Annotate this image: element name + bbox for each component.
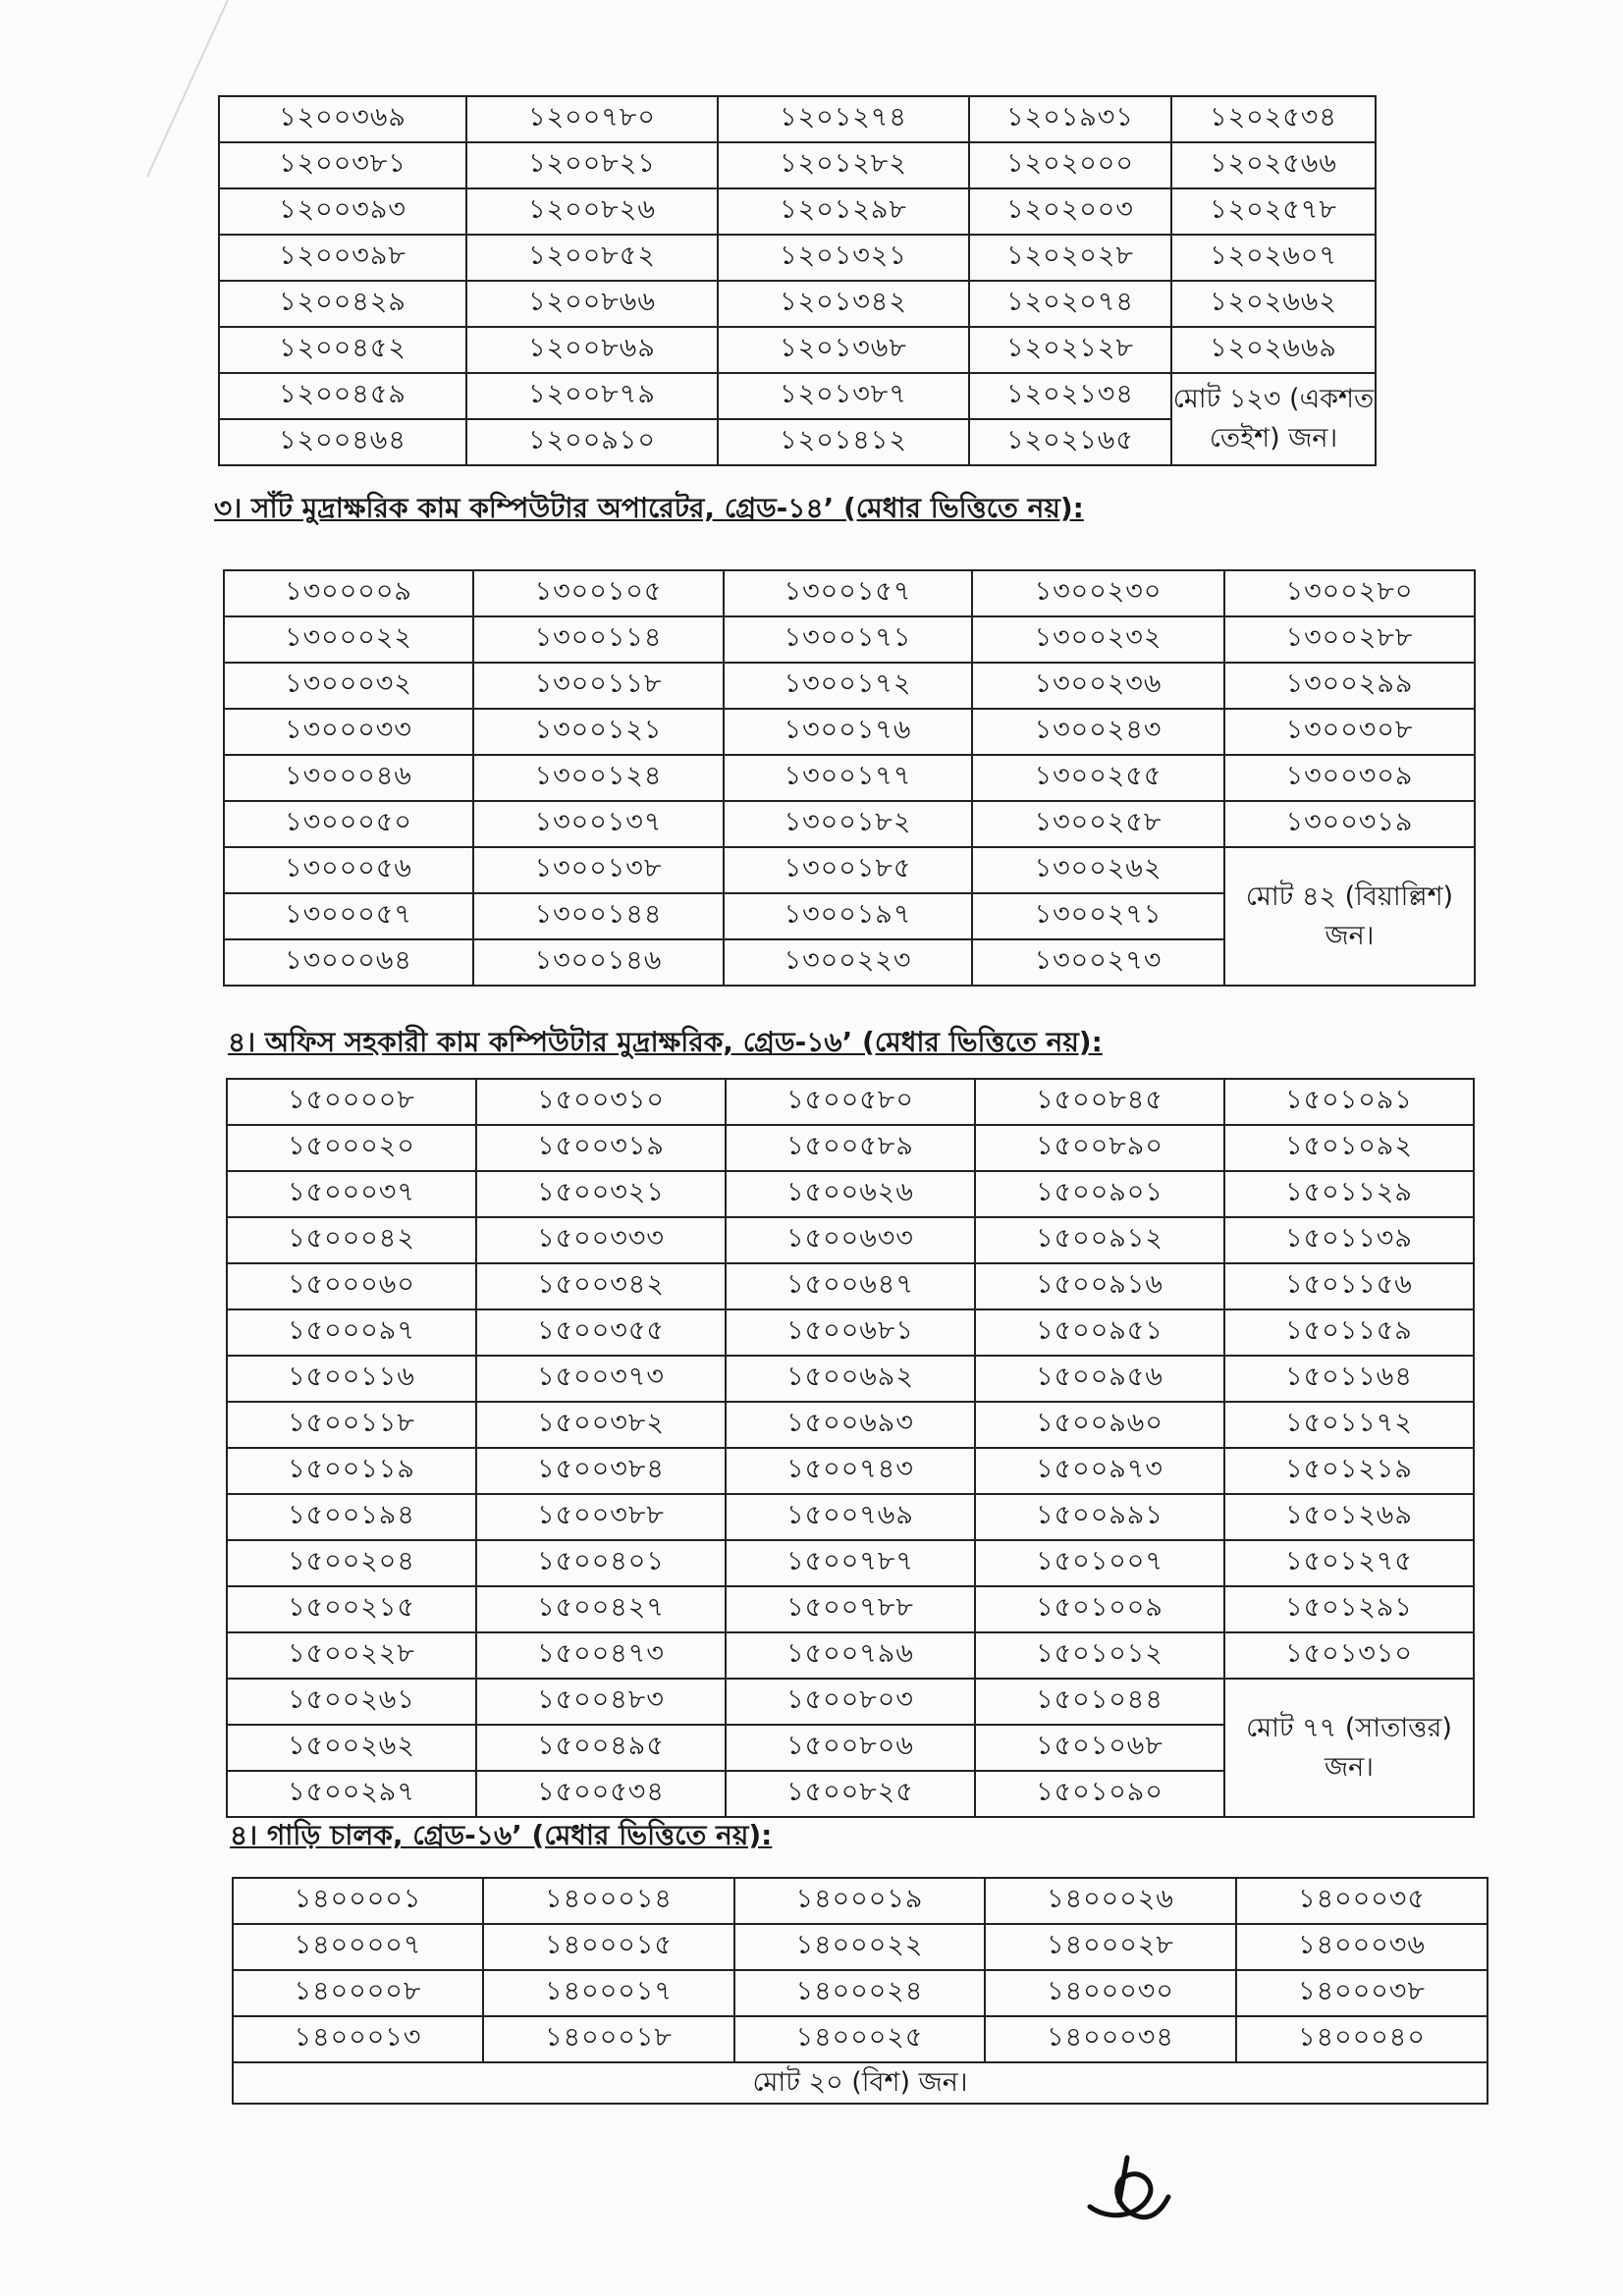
total-count-cell: মোট ৪২ (বিয়াল্লিশ) জন। xyxy=(1224,847,1475,986)
roll-number-cell: ১৫০০৬২৬ xyxy=(726,1171,975,1217)
roll-number-cell: ১২০১৩৪২ xyxy=(718,281,969,327)
roll-number-cell: ১৪০০০৩৫ xyxy=(1236,1878,1488,1924)
roll-number-cell: ১২০১৩৮৭ xyxy=(718,373,969,419)
table-row xyxy=(224,709,1475,755)
roll-number-cell: ১৫০০৭৬৯ xyxy=(726,1494,975,1540)
table-row xyxy=(233,1970,1488,2016)
roll-number-cell: ১৫০০২৯৭ xyxy=(227,1771,476,1817)
roll-number-cell: ১৩০০২৫৮ xyxy=(972,801,1224,847)
roll-number-cell: ১৩০০২৭৩ xyxy=(972,939,1224,986)
table-row xyxy=(227,1079,1474,1125)
roll-number-cell: ১২০০৪৬৪ xyxy=(219,419,466,465)
roll-number-cell: ১৫০০১১৬ xyxy=(227,1356,476,1402)
table-row xyxy=(219,188,1376,235)
roll-number-cell: ১২০০৮২৬ xyxy=(466,188,718,235)
roll-number-cell: ১৫০১১২৯ xyxy=(1224,1171,1474,1217)
roll-number-cell: ১৪০০০২২ xyxy=(734,1924,985,1970)
roll-number-cell: ১৫০১০৬৮ xyxy=(975,1725,1224,1771)
roll-number-cell: ১২০০৩৮১ xyxy=(219,142,466,188)
roll-number-cell: ১২০১২৮২ xyxy=(718,142,969,188)
roll-number-cell: ১৪০০০১৯ xyxy=(734,1878,985,1924)
roll-number-cell: ১৩০০২৩২ xyxy=(972,616,1224,663)
roll-number-cell: ১৫০১১৫৬ xyxy=(1224,1263,1474,1309)
roll-number-cell: ১২০০৭৮০ xyxy=(466,96,718,142)
roll-number-cell: ১৫০১১৩৯ xyxy=(1224,1217,1474,1263)
roll-number-cell: ১৫০০৮০৬ xyxy=(726,1725,975,1771)
roll-number-cell: ১৩০০১১৪ xyxy=(473,616,724,663)
roll-number-cell: ১৫০১০৯০ xyxy=(975,1771,1224,1817)
roll-number-cell: ১৩০০১০৫ xyxy=(473,570,724,616)
roll-number-cell: ১৫০১০৯২ xyxy=(1224,1125,1474,1171)
roll-number-cell: ১৪০০০১৪ xyxy=(483,1878,734,1924)
table-row xyxy=(227,1586,1474,1632)
roll-number-cell: ১৫০০৯১২ xyxy=(975,1217,1224,1263)
roll-number-cell: ১৫০০৩৭৩ xyxy=(476,1356,726,1402)
roll-number-cell: ১৫০০০৪২ xyxy=(227,1217,476,1263)
roll-number-cell: ১৩০০২৮৮ xyxy=(1224,616,1475,663)
roll-number-cell: ১৩০০২৩০ xyxy=(972,570,1224,616)
roll-number-cell: ১৫০১১৬৪ xyxy=(1224,1356,1474,1402)
section4b-heading: ৪। গাড়ি চালক, গ্রেড-১৬’ (মেধার ভিত্তিতে নয়): xyxy=(230,1819,773,1851)
table-row xyxy=(227,1263,1474,1309)
signature xyxy=(1070,2148,1178,2236)
table-row xyxy=(219,327,1376,373)
table-row xyxy=(219,96,1376,142)
roll-number-cell: ১৩০০১৩৮ xyxy=(473,847,724,893)
roll-number-cell: ১৫০০৬৮১ xyxy=(726,1309,975,1356)
roll-number-cell: ১৩০০২৭১ xyxy=(972,893,1224,939)
roll-number-cell: ১৪০০০১৭ xyxy=(483,1970,734,2016)
roll-number-cell: ১৫০০১১৮ xyxy=(227,1402,476,1448)
roll-number-cell: ১৫০১০৯১ xyxy=(1224,1079,1474,1125)
roll-number-cell: ১৫০০৩৮৮ xyxy=(476,1494,726,1540)
roll-number-cell: ১৫০১২৯১ xyxy=(1224,1586,1474,1632)
roll-number-cell: ১৫০০৬৯২ xyxy=(726,1356,975,1402)
total-count-cell: মোট ১২৩ (একশত তেইশ) জন। xyxy=(1171,373,1376,465)
roll-number-cell: ১৫০০৪৮৩ xyxy=(476,1679,726,1725)
roll-number-cell: ১৫০০৩৮২ xyxy=(476,1402,726,1448)
roll-number-cell: ১৫০০৫৮৯ xyxy=(726,1125,975,1171)
roll-number-cell: ১৩০০২৪৩ xyxy=(972,709,1224,755)
roll-number-cell: ১৫০০৬৪৭ xyxy=(726,1263,975,1309)
roll-number-cell: ১৫০০৭৪৩ xyxy=(726,1448,975,1494)
roll-number-cell: ১৫০০৭৮৭ xyxy=(726,1540,975,1586)
roll-number-cell: ১৪০০০২৪ xyxy=(734,1970,985,2016)
roll-number-cell: ১৩০০২৫৫ xyxy=(972,755,1224,801)
total-count-cell: মোট ৭৭ (সাতাত্তর) জন। xyxy=(1224,1679,1474,1817)
roll-number-cell: ১২০২৬৬২ xyxy=(1171,281,1376,327)
table-row xyxy=(219,142,1376,188)
roll-number-cell: ১৫০০০৬০ xyxy=(227,1263,476,1309)
roll-number-cell: ১২০১৪১২ xyxy=(718,419,969,465)
roll-number-cell: ১৫০০৪০১ xyxy=(476,1540,726,1586)
roll-number-cell: ১৩০০০৩৩ xyxy=(224,709,473,755)
roll-number-cell: ১৪০০০৩৮ xyxy=(1236,1970,1488,2016)
roll-number-cell: ১৫০১৩১০ xyxy=(1224,1632,1474,1679)
table-row xyxy=(219,373,1376,419)
roll-number-cell: ১৩০০১৯৭ xyxy=(724,893,972,939)
roll-number-cell: ১৫০০০০৮ xyxy=(227,1079,476,1125)
roll-number-cell: ১৪০০০১৫ xyxy=(483,1924,734,1970)
roll-number-cell: ১৪০০০০৭ xyxy=(233,1924,483,1970)
roll-number-cell: ১৩০০০৫৭ xyxy=(224,893,473,939)
roll-number-cell: ১৫০১০৪৪ xyxy=(975,1679,1224,1725)
roll-number-cell: ১৫০০৮২৫ xyxy=(726,1771,975,1817)
roll-number-cell: ১৩০০২৮০ xyxy=(1224,570,1475,616)
section4a-table xyxy=(226,1078,1475,1818)
table-row xyxy=(227,1402,1474,1448)
roll-number-cell: ১৩০০০৫৬ xyxy=(224,847,473,893)
table-row xyxy=(224,570,1475,616)
roll-number-cell: ১২০০৩৯৩ xyxy=(219,188,466,235)
roll-number-cell: ১৫০০১৯৪ xyxy=(227,1494,476,1540)
section3-heading: ৩। সাঁট মুদ্রাক্ষরিক কাম কম্পিউটার অপারেটর, গ্রেড-১৪’ (মেধার ভিত্তিতে নয়): xyxy=(214,492,1084,524)
roll-number-cell: ১২০১৯৩১ xyxy=(969,96,1171,142)
roll-number-cell: ১৫০০৮৯০ xyxy=(975,1125,1224,1171)
roll-number-cell: ১২০০৮৫২ xyxy=(466,235,718,281)
roll-number-cell: ১২০২৬০৭ xyxy=(1171,235,1376,281)
roll-number-cell: ১৪০০০২৮ xyxy=(985,1924,1236,1970)
roll-number-cell: ১২০০৮৭৯ xyxy=(466,373,718,419)
roll-number-cell: ১২০০৪৫২ xyxy=(219,327,466,373)
roll-number-cell: ১৫০০৯৫১ xyxy=(975,1309,1224,1356)
roll-number-cell: ১৩০০১৪৬ xyxy=(473,939,724,986)
roll-number-cell: ১২০১২৭৪ xyxy=(718,96,969,142)
roll-number-cell: ১৫০০২৬২ xyxy=(227,1725,476,1771)
roll-number-cell: ১৩০০৩১৯ xyxy=(1224,801,1475,847)
roll-number-cell: ১৩০০০০৯ xyxy=(224,570,473,616)
roll-number-cell: ১৫০১২৬৯ xyxy=(1224,1494,1474,1540)
roll-number-cell: ১৫০০৬৩৩ xyxy=(726,1217,975,1263)
roll-number-cell: ১৩০০৩০৯ xyxy=(1224,755,1475,801)
roll-number-cell: ১৪০০০১৮ xyxy=(483,2016,734,2062)
roll-number-cell: ১৩০০১৮২ xyxy=(724,801,972,847)
roll-number-cell: ১২০০৮৬৬ xyxy=(466,281,718,327)
roll-number-cell: ১২০২৫৭৮ xyxy=(1171,188,1376,235)
roll-number-cell: ১২০২১২৮ xyxy=(969,327,1171,373)
roll-number-cell: ১৫০০২০৪ xyxy=(227,1540,476,1586)
table-row xyxy=(233,1878,1488,1924)
roll-number-cell: ১৩০০১৫৭ xyxy=(724,570,972,616)
roll-number-cell: ১৩০০১১৮ xyxy=(473,663,724,709)
roll-number-cell: ১২০০৮২১ xyxy=(466,142,718,188)
roll-number-cell: ১৫০০৮৪৫ xyxy=(975,1079,1224,1125)
total-count-cell: মোট ২০ (বিশ) জন। xyxy=(233,2062,1488,2104)
roll-number-cell: ১৩০০২৯৯ xyxy=(1224,663,1475,709)
roll-number-cell: ১৫০০৯০১ xyxy=(975,1171,1224,1217)
table-row xyxy=(227,1309,1474,1356)
roll-number-cell: ১৩০০৩০৮ xyxy=(1224,709,1475,755)
roll-number-cell: ১৫০০২১৫ xyxy=(227,1586,476,1632)
roll-number-cell: ১৪০০০০১ xyxy=(233,1878,483,1924)
table-row xyxy=(227,1448,1474,1494)
roll-number-cell: ১৩০০১৮৫ xyxy=(724,847,972,893)
roll-number-cell: ১৫০০৯৬০ xyxy=(975,1402,1224,1448)
roll-number-cell: ১২০১২৯৮ xyxy=(718,188,969,235)
table-row xyxy=(227,1540,1474,1586)
roll-number-cell: ১২০০৪২৯ xyxy=(219,281,466,327)
roll-number-cell: ১৫০০৩২১ xyxy=(476,1171,726,1217)
roll-number-cell: ১৩০০২৬২ xyxy=(972,847,1224,893)
roll-number-cell: ১৫০১১৭২ xyxy=(1224,1402,1474,1448)
roll-number-cell: ১৫০০৮০৩ xyxy=(726,1679,975,1725)
roll-number-cell: ১৩০০২২৩ xyxy=(724,939,972,986)
roll-number-cell: ১৫০০৯৯১ xyxy=(975,1494,1224,1540)
section3-table xyxy=(223,569,1476,987)
table-row xyxy=(224,801,1475,847)
roll-number-cell: ১৩০০১২১ xyxy=(473,709,724,755)
roll-number-cell: ১৩০০১৭২ xyxy=(724,663,972,709)
roll-number-cell: ১৫০০৩৫৫ xyxy=(476,1309,726,1356)
roll-number-cell: ১২০১৩২১ xyxy=(718,235,969,281)
total-row xyxy=(233,2062,1488,2104)
roll-number-cell: ১২০২০০৩ xyxy=(969,188,1171,235)
roll-number-cell: ১২০২৫৩৪ xyxy=(1171,96,1376,142)
roll-number-cell: ১৫০১০০৯ xyxy=(975,1586,1224,1632)
table-row xyxy=(224,847,1475,893)
roll-number-cell: ১৩০০১২৪ xyxy=(473,755,724,801)
roll-number-cell: ১৫০০৪৭৩ xyxy=(476,1632,726,1679)
roll-number-cell: ১২০২০৭৪ xyxy=(969,281,1171,327)
table-row xyxy=(219,235,1376,281)
table-row xyxy=(227,1356,1474,1402)
roll-number-cell: ১২০১৩৬৮ xyxy=(718,327,969,373)
roll-number-cell: ১৩০০০৫০ xyxy=(224,801,473,847)
roll-number-cell: ১২০০৩৬৯ xyxy=(219,96,466,142)
roll-number-cell: ১২০২০০০ xyxy=(969,142,1171,188)
roll-number-cell: ১২০২০২৮ xyxy=(969,235,1171,281)
table-row xyxy=(227,1171,1474,1217)
roll-number-cell: ১৫০১২৭৫ xyxy=(1224,1540,1474,1586)
roll-number-cell: ১৫০০৩৩৩ xyxy=(476,1217,726,1263)
roll-number-cell: ১৫০০৩৪২ xyxy=(476,1263,726,1309)
table-row xyxy=(227,1679,1474,1725)
roll-number-cell: ১৫০০২৬১ xyxy=(227,1679,476,1725)
table-row xyxy=(224,755,1475,801)
roll-number-cell: ১২০০৪৫৯ xyxy=(219,373,466,419)
roll-number-cell: ১৩০০১৭১ xyxy=(724,616,972,663)
table-row xyxy=(227,1217,1474,1263)
roll-number-cell: ১৩০০০৬৪ xyxy=(224,939,473,986)
roll-number-cell: ১৫০১১৫৯ xyxy=(1224,1309,1474,1356)
section4b-table xyxy=(232,1877,1488,2105)
roll-number-cell: ১৩০০২৩৬ xyxy=(972,663,1224,709)
roll-number-cell: ১৫০০২২৮ xyxy=(227,1632,476,1679)
roll-number-cell: ১৩০০১৪৪ xyxy=(473,893,724,939)
roll-number-cell: ১২০২৬৬৯ xyxy=(1171,327,1376,373)
roll-number-cell: ১৫০০৭৮৮ xyxy=(726,1586,975,1632)
section2-table xyxy=(218,95,1377,466)
roll-number-cell: ১৫০০৪৯৫ xyxy=(476,1725,726,1771)
section4a-heading: ৪। অফিস সহকারী কাম কম্পিউটার মুদ্রাক্ষরিক, গ্রেড-১৬’ (মেধার ভিত্তিতে নয়): xyxy=(228,1026,1103,1058)
roll-number-cell: ১৩০০০৩২ xyxy=(224,663,473,709)
roll-number-cell: ১৩০০০২২ xyxy=(224,616,473,663)
roll-number-cell: ১৩০০১৭৬ xyxy=(724,709,972,755)
roll-number-cell: ১৫০০৯৭৩ xyxy=(975,1448,1224,1494)
roll-number-cell: ১২০০৩৯৮ xyxy=(219,235,466,281)
table-row xyxy=(224,663,1475,709)
roll-number-cell: ১৫০০৩১৯ xyxy=(476,1125,726,1171)
roll-number-cell: ১৫০০৩৮৪ xyxy=(476,1448,726,1494)
roll-number-cell: ১৪০০০৩৪ xyxy=(985,2016,1236,2062)
table-row xyxy=(219,281,1376,327)
roll-number-cell: ১৫০০৩১০ xyxy=(476,1079,726,1125)
roll-number-cell: ১৪০০০১৩ xyxy=(233,2016,483,2062)
table-row xyxy=(227,1494,1474,1540)
roll-number-cell: ১৩০০১৭৭ xyxy=(724,755,972,801)
table-row xyxy=(227,1125,1474,1171)
table-row xyxy=(233,2016,1488,2062)
roll-number-cell: ১৫০১০১২ xyxy=(975,1632,1224,1679)
roll-number-cell: ১৫০০৬৯৩ xyxy=(726,1402,975,1448)
roll-number-cell: ১৫০০১১৯ xyxy=(227,1448,476,1494)
roll-number-cell: ১২০০৮৬৯ xyxy=(466,327,718,373)
roll-number-cell: ১৪০০০৩০ xyxy=(985,1970,1236,2016)
roll-number-cell: ১৩০০১৩৭ xyxy=(473,801,724,847)
roll-number-cell: ১২০২৫৬৬ xyxy=(1171,142,1376,188)
roll-number-cell: ১৫০০০২০ xyxy=(227,1125,476,1171)
roll-number-cell: ১৫০০৭৯৬ xyxy=(726,1632,975,1679)
roll-number-cell: ১৪০০০২৫ xyxy=(734,2016,985,2062)
roll-number-cell: ১৪০০০৪০ xyxy=(1236,2016,1488,2062)
table-row xyxy=(233,1924,1488,1970)
roll-number-cell: ১৫০০৯৫৬ xyxy=(975,1356,1224,1402)
roll-number-cell: ১২০২১৬৫ xyxy=(969,419,1171,465)
roll-number-cell: ১৪০০০২৬ xyxy=(985,1878,1236,1924)
roll-number-cell: ১৫০০০৩৭ xyxy=(227,1171,476,1217)
roll-number-cell: ১৫০০৯১৬ xyxy=(975,1263,1224,1309)
roll-number-cell: ১২০২১৩৪ xyxy=(969,373,1171,419)
roll-number-cell: ১৫০০০৯৭ xyxy=(227,1309,476,1356)
table-row xyxy=(227,1632,1474,1679)
roll-number-cell: ১৫০০৫৮০ xyxy=(726,1079,975,1125)
roll-number-cell: ১৫০১২১৯ xyxy=(1224,1448,1474,1494)
table-row xyxy=(224,616,1475,663)
roll-number-cell: ১৩০০০৪৬ xyxy=(224,755,473,801)
roll-number-cell: ১৪০০০০৮ xyxy=(233,1970,483,2016)
roll-number-cell: ১৫০০৫৩৪ xyxy=(476,1771,726,1817)
roll-number-cell: ১২০০৯১০ xyxy=(466,419,718,465)
roll-number-cell: ১৫০১০০৭ xyxy=(975,1540,1224,1586)
roll-number-cell: ১৫০০৪২৭ xyxy=(476,1586,726,1632)
roll-number-cell: ১৪০০০৩৬ xyxy=(1236,1924,1488,1970)
